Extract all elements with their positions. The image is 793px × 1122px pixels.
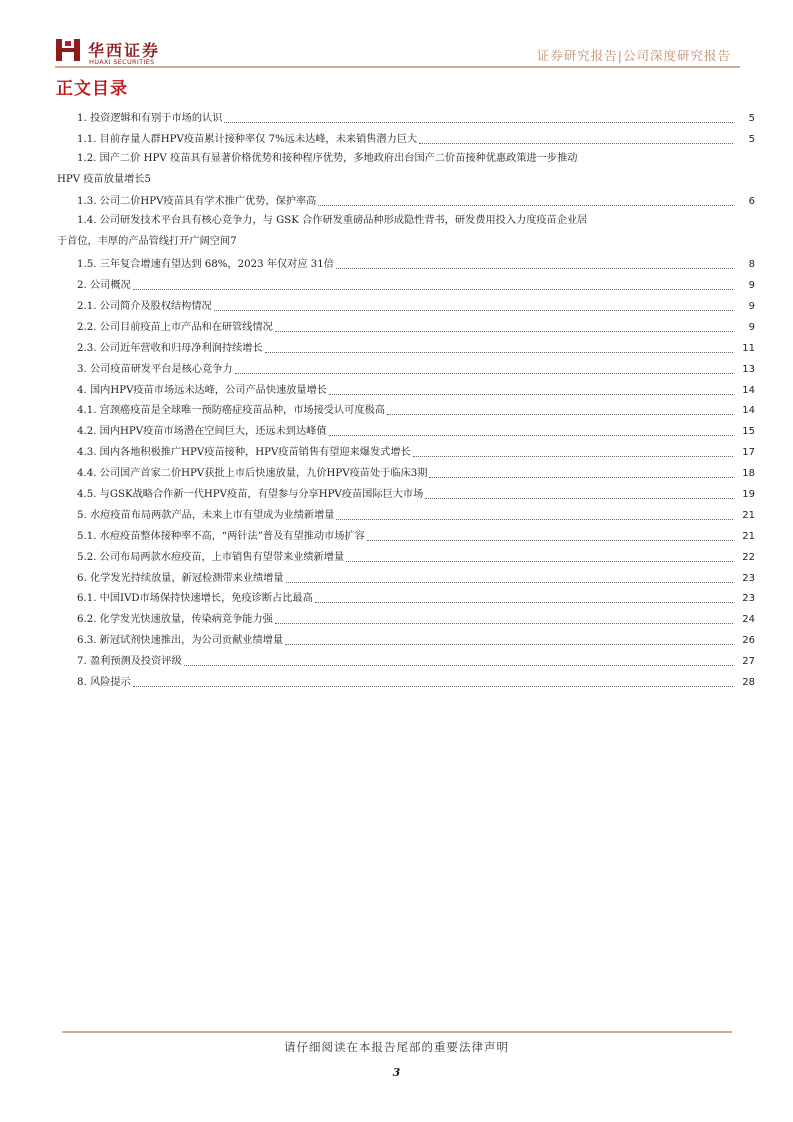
toc-entry-text-continued: HPV 疫苗放量增长 [57,173,145,185]
toc-entry[interactable] [57,420,755,441]
toc-page-number: 19 [742,488,755,500]
toc-page-number: 14 [742,384,755,396]
toc-entry[interactable] [57,650,755,671]
dot-leader [235,373,733,374]
toc-entry[interactable] [57,107,755,128]
toc-entry[interactable] [57,358,755,379]
page-number: 3 [392,1066,401,1079]
dot-leader [329,394,733,395]
huaxi-logo-icon [55,37,81,63]
toc-page-number: 9 [748,280,755,292]
toc-entry[interactable] [57,546,755,567]
toc-entry[interactable] [57,525,755,546]
toc-entry[interactable] [57,379,755,400]
dot-leader [275,623,733,624]
toc-entry-text: 3. 公司疫苗研发平台是核心竞争力 [77,363,233,375]
toc-page-number: 27 [742,656,755,668]
toc-entry[interactable] [57,274,755,295]
toc-page-number: 7 [230,236,237,248]
dot-leader [429,477,733,478]
page-header [0,0,793,72]
toc-entry-line [57,170,755,191]
toc-page-number: 24 [742,614,755,626]
dot-leader [413,456,733,457]
toc-page-number: 6 [748,196,755,208]
dot-leader [346,561,733,562]
toc-page-number: 5 [748,112,755,124]
toc-entry[interactable] [57,608,755,629]
toc-entry[interactable] [57,295,755,316]
dot-leader [133,686,733,687]
dot-leader [286,582,733,583]
toc-entry-text: 1.5. 三年复合增速有望达到 68%，2023 年仅对应 31倍 [77,259,334,271]
toc-entry[interactable] [57,567,755,588]
toc-entry[interactable] [57,149,755,191]
legal-notice: 请仔细阅读在本报告尾部的重要法律声明 [284,1040,509,1054]
dot-leader [336,519,733,520]
dot-leader [419,143,733,144]
toc-entry-text: 8. 风险提示 [77,676,131,688]
toc-entry[interactable] [57,316,755,337]
toc-page-number: 17 [742,447,755,459]
toc-entry[interactable] [57,253,755,274]
toc-entry[interactable] [57,462,755,483]
dot-leader [184,665,733,666]
dot-leader [285,644,733,645]
toc-entry-text: 2. 公司概况 [77,280,131,292]
toc-entry[interactable] [57,483,755,504]
logo-english-name: HUAXI SECURITIES [89,58,155,66]
toc-page-number: 5 [144,173,151,185]
toc-entry-line [57,232,755,253]
header-divider [55,66,740,68]
toc-entry[interactable] [57,211,755,253]
toc-page-number: 11 [742,342,755,354]
toc-entry[interactable] [57,191,755,212]
toc-entry-text: 6.1. 中国IVD市场保持快速增长，免疫诊断占比最高 [77,593,313,605]
dot-leader [265,352,733,353]
toc-entry-text: 5.1. 水痘疫苗整体接种率不高，“两针法”普及有望推动市场扩容 [77,530,365,542]
toc-page-number: 8 [748,259,755,271]
toc-entry-text: 6. 化学发光持续放量，新冠检测带来业绩增量 [77,572,284,584]
toc-page-number: 26 [742,635,755,647]
logo-chinese-name: 华西证券 [88,41,161,60]
toc-entry-text: 5.2. 公司布局两款水痘疫苗，上市销售有望带来业绩新增量 [77,551,345,563]
dot-leader [367,540,733,541]
toc-entry[interactable] [57,588,755,609]
toc-entry[interactable] [57,128,755,149]
dot-leader [275,331,733,332]
toc-page-number: 21 [742,530,755,542]
toc-entry-text: 7. 盈利预测及投资评级 [77,656,182,668]
toc-entry-text: 1.2. 国产二价 HPV 疫苗具有显著价格优势和接种程序优势，多地政府出台国产二价苗接种优惠政策进一步推动 [77,152,578,164]
dot-leader [318,205,733,206]
toc-entry-text: 1.4. 公司研发技术平台具有核心竞争力，与 GSK 合作研发重磅品种形成隐性背书，研发费用投入力度疫苗企业居 [77,215,588,227]
dot-leader [214,310,733,311]
toc-entry-text: 6.2. 化学发光快速放量，传染病竞争能力强 [77,614,273,626]
toc-entry[interactable] [57,671,755,692]
toc-entry-text: 5. 水痘疫苗布局两款产品，未来上市有望成为业绩新增量 [77,509,335,521]
dot-leader [133,289,733,290]
toc-page-number: 28 [742,676,755,688]
toc-page-number: 23 [742,593,755,605]
toc-entry-text: 4.3. 国内各地积极推广HPV疫苗接种，HPV疫苗销售有望迎来爆发式增长 [77,447,411,459]
toc-page-number: 13 [742,363,755,375]
toc-page-number: 23 [742,572,755,584]
toc-entry-text: 2.3. 公司近年营收和归母净利润持续增长 [77,342,263,354]
toc-entry[interactable] [57,629,755,650]
dot-leader [387,414,733,415]
toc-page-number: 14 [742,405,755,417]
toc-page-number: 9 [748,321,755,333]
toc-page-number: 5 [748,133,755,145]
dot-leader [315,602,733,603]
report-type-label: 证券研究报告|公司深度研究报告 [536,48,731,63]
toc-entry-text-continued: 于首位，丰厚的产品管线打开广阔空间 [57,236,231,248]
toc-entry-text: 1. 投资逻辑和有别于市场的认识 [77,112,223,124]
toc-entry-text: 4.5. 与GSK战略合作新一代HPV疫苗，有望参与分享HPV疫苗国际巨大市场 [77,488,424,500]
toc-entry-text: 4.1. 宫颈癌疫苗是全球唯一预防癌症疫苗品种，市场接受认可度极高 [77,405,385,417]
toc-entry-text: 1.1. 目前存量人群HPV疫苗累计接种率仅 7%远未达峰，未来销售潜力巨大 [77,133,418,145]
dot-leader [336,268,733,269]
toc-page-number: 9 [748,300,755,312]
dot-leader [425,498,733,499]
toc-entry-text: 2.1. 公司简介及股权结构情况 [77,300,212,312]
toc-entry[interactable] [57,400,755,421]
toc-title: 正文目录 [56,79,128,99]
toc-entry[interactable] [57,504,755,525]
dot-leader [329,435,733,436]
toc-entry-text: 1.3. 公司二价HPV疫苗具有学术推广优势，保护率高 [77,196,317,208]
dot-leader [224,122,733,123]
footer-divider [62,1031,732,1033]
toc-entry-text: 6.3. 新冠试剂快速推出，为公司贡献业绩增量 [77,635,284,647]
toc-entry-text: 2.2. 公司目前疫苗上市产品和在研管线情况 [77,321,273,333]
toc-entry-text: 4. 国内HPV疫苗市场远未达峰，公司产品快速放量增长 [77,384,327,396]
toc-page-number: 22 [742,551,755,563]
toc-entry-text: 4.2. 国内HPV疫苗市场潜在空间巨大，还远未到达峰值 [77,426,327,438]
table-of-contents [57,107,755,692]
toc-page-number: 18 [742,468,755,480]
toc-entry-text: 4.4. 公司国产首家二价HPV获批上市后快速放量，九价HPV疫苗处于临床3期 [77,468,428,480]
toc-entry[interactable] [57,337,755,358]
toc-page-number: 21 [742,509,755,521]
toc-page-number: 15 [742,426,755,438]
toc-entry[interactable] [57,441,755,462]
